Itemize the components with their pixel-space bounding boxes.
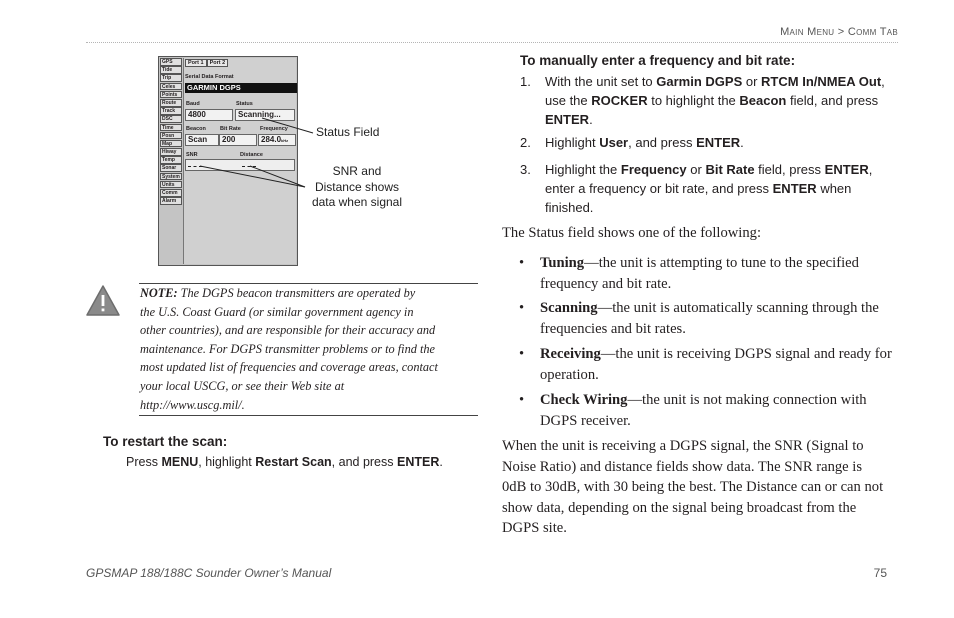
status-field: Scanning... [235, 109, 295, 121]
menu-item: Trip [160, 74, 182, 82]
step-number: 3. [520, 162, 531, 177]
note-line: most updated list of frequencies and coverage areas, contact [140, 360, 438, 375]
bullet-term: Receiving [540, 346, 601, 362]
bullet-desc: —the unit is automatically scanning through the [597, 300, 879, 316]
step-2 [520, 133, 890, 153]
restart-heading: To restart the scan: [103, 434, 228, 449]
bullet-dot: • [519, 300, 525, 316]
step-1 [520, 72, 890, 130]
callout-snr-line: data when signal [311, 195, 403, 209]
paragraph-line: Noise Ratio) and distance fields show data. The SNR range is [502, 458, 863, 475]
step-frag: RTCM In/NMEA Out [761, 74, 882, 89]
callout-status-field: Status Field [316, 125, 380, 139]
bullet-dot: • [519, 346, 525, 362]
status-label: Status [236, 101, 253, 107]
note-text [140, 284, 475, 414]
menu-item: DSC [160, 115, 182, 123]
step-frag: ENTER [772, 181, 817, 196]
note-line [140, 284, 475, 303]
step-frag: Beacon [739, 93, 787, 108]
frequency-value: 284.0 [261, 135, 282, 144]
bullet-text [540, 390, 900, 431]
step-frag: Bit Rate [705, 162, 755, 177]
paragraph-line: When the unit is receiving a DGPS signal, the SNR (Signal to [502, 438, 864, 454]
restart-text: . [439, 455, 443, 469]
bullet-line [540, 298, 900, 319]
header-section: Main Menu [780, 26, 835, 38]
tab-port-2[interactable]: Port 2 [207, 59, 229, 67]
step-frag: ENTER [545, 112, 590, 127]
bullet-scanning [519, 298, 897, 340]
bullet-desc: —the unit is attempting to tune to the specified [584, 255, 859, 271]
bullet-term: Check Wiring [540, 392, 628, 408]
step-frag: enter a frequency or bit rate, and press [545, 181, 773, 196]
callout-snr-line: SNR and [332, 164, 382, 178]
bullet-line: frequency and bit rate. [540, 275, 672, 292]
step-frag: , and press [628, 135, 697, 150]
note-line: your local USCG, or see their Web site at [140, 378, 345, 393]
step-frag: . [740, 135, 744, 150]
restart-text: Press [126, 455, 162, 469]
note-bottom-rule [139, 415, 478, 416]
step-frag: field, and press [786, 93, 879, 108]
step-frag: Highlight the [545, 162, 621, 177]
tab-port-1[interactable]: Port 1 [185, 59, 207, 67]
frequency-unit: kHz [281, 138, 289, 143]
bitrate-label: Bit Rate [220, 126, 241, 132]
step-line [545, 179, 895, 198]
beacon-label: Beacon [186, 126, 206, 132]
menu-item: Track [160, 107, 182, 115]
note-line: maintenance. For DGPS transmitter problems or to find the [140, 341, 435, 356]
callout-snr-line: Distance shows [314, 179, 400, 194]
restart-key-enter: ENTER [397, 455, 440, 469]
bullet-tuning [519, 253, 897, 295]
menu-item: Temp [160, 156, 182, 164]
menu-item: Points [160, 91, 182, 99]
paragraph-line: DGPS site. [502, 520, 567, 537]
note-line: the U.S. Coast Guard (or similar government agency in [140, 304, 414, 319]
manual-heading: To manually enter a frequency and bit rate: [520, 53, 796, 68]
step-3 [520, 160, 890, 218]
step-number: 2. [520, 135, 531, 150]
step-frag: ENTER [824, 162, 869, 177]
step-text [545, 160, 895, 217]
bullet-text [540, 344, 900, 385]
step-frag: User [599, 135, 629, 150]
restart-key-menu: MENU [161, 455, 199, 469]
paragraph-line: 0dB to 30dB, with 30 being the best. The Distance can or can not [502, 479, 884, 496]
step-frag: With the unit set to [545, 74, 657, 89]
note-line-text: The DGPS beacon transmitters are operated by [180, 286, 416, 300]
menu-item: Tide [160, 66, 182, 74]
step-frag: Highlight [545, 135, 600, 150]
bullet-text [540, 298, 900, 339]
bullet-desc: —the unit is receiving DGPS signal and ready for [600, 346, 892, 362]
frequency-label: Frequency [260, 126, 288, 132]
bullet-receiving [519, 344, 897, 386]
closing-paragraph [502, 436, 898, 539]
menu-item: Sonar [160, 164, 182, 172]
serial-format-field[interactable]: GARMIN DGPS [185, 83, 297, 93]
callout-snr [304, 164, 410, 211]
bullet-dot: • [519, 255, 525, 271]
baud-field[interactable]: 4800 [185, 109, 233, 121]
header-tab: Comm Tab [847, 26, 898, 38]
step-frag: ENTER [696, 135, 741, 150]
menu-item: Comm [160, 189, 182, 197]
step-line [545, 91, 895, 110]
step-number: 1. [520, 74, 531, 89]
bullet-line: operation. [540, 366, 599, 383]
beacon-field[interactable]: Scan [185, 134, 219, 146]
bitrate-field[interactable]: 200 [219, 134, 257, 146]
step-frag: . [589, 112, 593, 127]
step-frag: ROCKER [591, 93, 648, 108]
step-text [545, 72, 895, 129]
restart-text: , highlight [198, 455, 256, 469]
menu-item: Time [160, 124, 182, 132]
warning-icon [85, 284, 121, 318]
step-line: finished. [545, 200, 594, 215]
step-frag: , [868, 162, 873, 177]
menu-item: Alarm [160, 197, 182, 205]
note-line: other countries), and are responsible for their accuracy and [140, 323, 436, 338]
bullet-term: Tuning [540, 255, 585, 271]
menu-item: System [160, 173, 182, 181]
page-number: 75 [873, 566, 887, 580]
baud-label: Baud [186, 101, 200, 107]
menu-item: Hiway [160, 148, 182, 156]
bullet-text [540, 253, 900, 294]
step-line [545, 110, 895, 129]
bullet-line [540, 390, 900, 411]
step-frag: Frequency [620, 162, 687, 177]
restart-instruction [126, 455, 443, 469]
bullet-term: Scanning [540, 300, 598, 316]
status-leader-line [262, 118, 313, 133]
note-link[interactable]: http://www.uscg.mil/. [140, 397, 245, 412]
distance-leader-line [250, 166, 305, 187]
menu-item: Units [160, 181, 182, 189]
menu-item: Posn [160, 132, 182, 140]
snr-leader-line [200, 166, 305, 187]
step-line [545, 72, 895, 91]
menu-item: Map [160, 140, 182, 148]
distance-label: Distance [240, 152, 263, 158]
restart-text: , and press [331, 455, 397, 469]
bullet-desc: —the unit is not making connection with [627, 392, 867, 408]
menu-item: GPS [160, 58, 182, 66]
step-frag: or [686, 162, 706, 177]
status-intro: The Status field shows one of the following: [502, 225, 762, 241]
bullet-line: DGPS receiver. [540, 412, 631, 429]
bullet-line: frequencies and bit rates. [540, 320, 686, 337]
menu-item: Celes [160, 83, 182, 91]
step-text [545, 133, 895, 152]
header-separator: > [837, 26, 845, 38]
step-frag: field, press [754, 162, 825, 177]
step-frag: Garmin DGPS [656, 74, 743, 89]
step-frag: to highlight the [647, 93, 740, 108]
footer-manual-title: GPSMAP 188/188C Sounder Owner’s Manual [86, 566, 332, 580]
step-frag: , [881, 74, 885, 89]
menu-item: Route [160, 99, 182, 107]
bullet-line [540, 253, 900, 274]
serial-format-label: Serial Data Format [185, 74, 234, 80]
snr-label: SNR [186, 152, 198, 158]
restart-key-option: Restart Scan [255, 455, 332, 469]
paragraph-line: show data, depending on the signal being broadcast from the [502, 499, 857, 516]
step-frag: when [816, 181, 852, 196]
note-lead: NOTE: [140, 286, 178, 300]
step-frag: or [742, 74, 762, 89]
bullet-dot: • [519, 392, 525, 408]
bullet-check-wiring [519, 390, 897, 432]
step-line [545, 160, 895, 179]
bullet-line [540, 344, 900, 365]
step-frag: use the [545, 93, 592, 108]
